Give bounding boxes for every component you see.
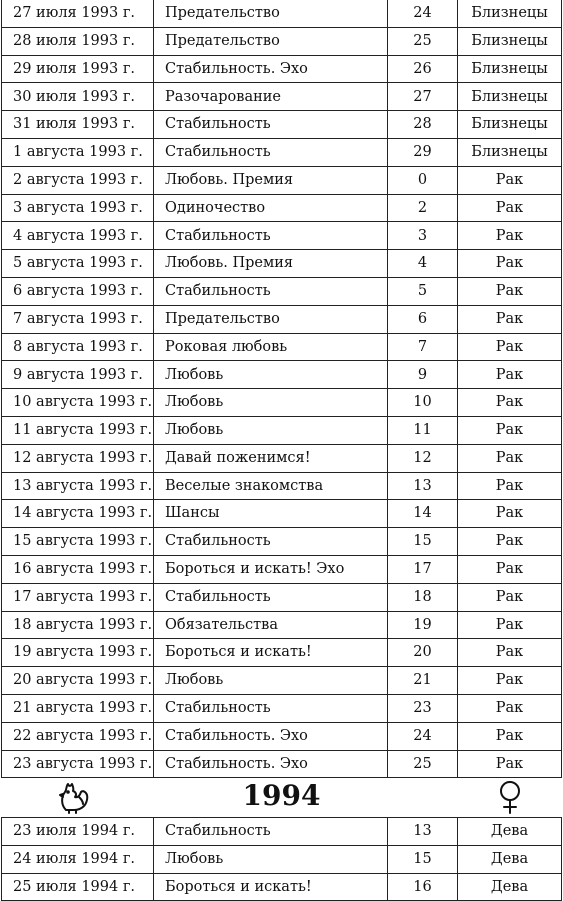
date-cell: 13 августа 1993 г.	[2, 472, 154, 500]
number-cell: 12	[388, 444, 458, 472]
venus-symbol-icon	[493, 779, 527, 815]
date-cell: 23 июля 1994 г.	[2, 818, 154, 846]
number-cell: 5	[388, 277, 458, 305]
number-cell: 6	[388, 305, 458, 333]
date-cell: 25 июля 1994 г.	[2, 873, 154, 901]
date-cell: 15 августа 1993 г.	[2, 528, 154, 556]
event-cell: Стабильность	[154, 694, 388, 722]
number-cell: 4	[388, 250, 458, 278]
sign-cell: Рак	[458, 611, 562, 639]
date-cell: 11 августа 1993 г.	[2, 416, 154, 444]
number-cell: 27	[388, 83, 458, 111]
table-row	[2, 138, 562, 166]
date-cell: 20 августа 1993 г.	[2, 667, 154, 695]
event-cell: Стабильность	[154, 277, 388, 305]
number-cell: 17	[388, 555, 458, 583]
table-row	[2, 818, 562, 846]
sign-cell: Рак	[458, 305, 562, 333]
table-body-1993	[2, 0, 562, 778]
number-cell: 23	[388, 694, 458, 722]
date-cell: 22 августа 1993 г.	[2, 722, 154, 750]
date-cell: 24 июля 1994 г.	[2, 845, 154, 873]
sign-cell: Рак	[458, 500, 562, 528]
event-cell: Давай поженимся!	[154, 444, 388, 472]
sign-cell: Близнецы	[458, 55, 562, 83]
date-cell: 8 августа 1993 г.	[2, 333, 154, 361]
table-row	[2, 55, 562, 83]
sign-cell: Рак	[458, 416, 562, 444]
sign-cell: Рак	[458, 277, 562, 305]
sign-cell: Близнецы	[458, 111, 562, 139]
sign-cell: Рак	[458, 583, 562, 611]
table-row	[2, 389, 562, 417]
event-cell: Стабильность. Эхо	[154, 55, 388, 83]
table-row	[2, 528, 562, 556]
date-cell: 30 июля 1993 г.	[2, 83, 154, 111]
date-cell: 4 августа 1993 г.	[2, 222, 154, 250]
number-cell: 13	[388, 472, 458, 500]
number-cell: 16	[388, 873, 458, 901]
event-cell: Любовь	[154, 416, 388, 444]
sign-cell: Рак	[458, 750, 562, 778]
sign-cell: Близнецы	[458, 83, 562, 111]
event-cell: Бороться и искать! Эхо	[154, 555, 388, 583]
table-row	[2, 444, 562, 472]
table-row	[2, 583, 562, 611]
event-cell: Бороться и искать!	[154, 639, 388, 667]
number-cell: 26	[388, 55, 458, 83]
number-cell: 24	[388, 0, 458, 27]
number-cell: 15	[388, 528, 458, 556]
event-cell: Предательство	[154, 27, 388, 55]
sign-cell: Рак	[458, 639, 562, 667]
sign-cell: Рак	[458, 555, 562, 583]
date-cell: 16 августа 1993 г.	[2, 555, 154, 583]
date-cell: 14 августа 1993 г.	[2, 500, 154, 528]
event-cell: Любовь	[154, 845, 388, 873]
number-cell: 0	[388, 166, 458, 194]
table-row	[2, 333, 562, 361]
number-cell: 15	[388, 845, 458, 873]
number-cell: 14	[388, 500, 458, 528]
event-cell: Любовь	[154, 389, 388, 417]
number-cell: 21	[388, 667, 458, 695]
event-cell: Стабильность	[154, 818, 388, 846]
date-cell: 9 августа 1993 г.	[2, 361, 154, 389]
event-cell: Любовь	[154, 667, 388, 695]
sign-cell: Рак	[458, 722, 562, 750]
table-row	[2, 845, 562, 873]
event-cell: Стабильность	[154, 583, 388, 611]
table-row	[2, 722, 562, 750]
date-cell: 19 августа 1993 г.	[2, 639, 154, 667]
table-row	[2, 500, 562, 528]
sign-cell: Близнецы	[458, 138, 562, 166]
date-cell: 1 августа 1993 г.	[2, 138, 154, 166]
date-cell: 29 июля 1993 г.	[2, 55, 154, 83]
sign-cell: Близнецы	[458, 27, 562, 55]
table-row	[2, 639, 562, 667]
date-cell: 3 августа 1993 г.	[2, 194, 154, 222]
event-cell: Предательство	[154, 0, 388, 27]
event-cell: Стабильность. Эхо	[154, 722, 388, 750]
date-cell: 18 августа 1993 г.	[2, 611, 154, 639]
date-cell: 31 июля 1993 г.	[2, 111, 154, 139]
sign-cell: Рак	[458, 194, 562, 222]
table-row	[2, 250, 562, 278]
event-cell: Любовь	[154, 361, 388, 389]
sign-cell: Близнецы	[458, 0, 562, 27]
table-row	[2, 667, 562, 695]
table-row	[2, 222, 562, 250]
event-cell: Стабильность. Эхо	[154, 750, 388, 778]
date-cell: 2 августа 1993 г.	[2, 166, 154, 194]
number-cell: 2	[388, 194, 458, 222]
sign-cell: Рак	[458, 166, 562, 194]
number-cell: 25	[388, 27, 458, 55]
event-cell: Предательство	[154, 305, 388, 333]
table-row	[2, 555, 562, 583]
sign-cell: Рак	[458, 444, 562, 472]
event-cell: Стабильность	[154, 111, 388, 139]
date-cell: 6 августа 1993 г.	[2, 277, 154, 305]
sign-cell: Рак	[458, 528, 562, 556]
table-row	[2, 111, 562, 139]
event-cell: Любовь. Премия	[154, 250, 388, 278]
number-cell: 13	[388, 818, 458, 846]
table-row	[2, 361, 562, 389]
event-cell: Шансы	[154, 500, 388, 528]
number-cell: 18	[388, 583, 458, 611]
table-row	[2, 305, 562, 333]
table-row	[2, 194, 562, 222]
event-cell: Любовь. Премия	[154, 166, 388, 194]
sign-cell: Дева	[458, 873, 562, 901]
table-row	[2, 27, 562, 55]
table-row	[2, 611, 562, 639]
event-cell: Роковая любовь	[154, 333, 388, 361]
event-cell: Стабильность	[154, 138, 388, 166]
table-row	[2, 0, 562, 27]
table-body-1994	[2, 818, 562, 901]
number-cell: 25	[388, 750, 458, 778]
number-cell: 28	[388, 111, 458, 139]
sign-cell: Дева	[458, 845, 562, 873]
number-cell: 10	[388, 389, 458, 417]
event-cell: Разочарование	[154, 83, 388, 111]
table-row	[2, 694, 562, 722]
year-heading: 1994	[242, 779, 321, 812]
number-cell: 3	[388, 222, 458, 250]
horoscope-table-1993	[1, 0, 562, 778]
sign-cell: Рак	[458, 361, 562, 389]
sign-cell: Рак	[458, 667, 562, 695]
date-cell: 28 июля 1993 г.	[2, 27, 154, 55]
table-row	[2, 750, 562, 778]
date-cell: 7 августа 1993 г.	[2, 305, 154, 333]
number-cell: 20	[388, 639, 458, 667]
event-cell: Обязательства	[154, 611, 388, 639]
table-row	[2, 166, 562, 194]
number-cell: 11	[388, 416, 458, 444]
event-cell: Бороться и искать!	[154, 873, 388, 901]
number-cell: 9	[388, 361, 458, 389]
sign-cell: Рак	[458, 472, 562, 500]
table-row	[2, 277, 562, 305]
date-cell: 17 августа 1993 г.	[2, 583, 154, 611]
number-cell: 24	[388, 722, 458, 750]
sign-cell: Дева	[458, 818, 562, 846]
sign-cell: Рак	[458, 389, 562, 417]
sign-cell: Рак	[458, 250, 562, 278]
table-row	[2, 416, 562, 444]
event-cell: Веселые знакомства	[154, 472, 388, 500]
horoscope-table-1994	[1, 817, 562, 901]
event-cell: Одиночество	[154, 194, 388, 222]
sign-cell: Рак	[458, 694, 562, 722]
event-cell: Стабильность	[154, 222, 388, 250]
date-cell: 21 августа 1993 г.	[2, 694, 154, 722]
number-cell: 7	[388, 333, 458, 361]
date-cell: 12 августа 1993 г.	[2, 444, 154, 472]
number-cell: 29	[388, 138, 458, 166]
sign-cell: Рак	[458, 333, 562, 361]
table-row	[2, 472, 562, 500]
event-cell: Стабильность	[154, 528, 388, 556]
date-cell: 10 августа 1993 г.	[2, 389, 154, 417]
date-cell: 23 августа 1993 г.	[2, 750, 154, 778]
date-cell: 27 июля 1993 г.	[2, 0, 154, 27]
year-separator	[0, 776, 563, 817]
table-row	[2, 873, 562, 901]
number-cell: 19	[388, 611, 458, 639]
table-row	[2, 83, 562, 111]
sign-cell: Рак	[458, 222, 562, 250]
date-cell: 5 августа 1993 г.	[2, 250, 154, 278]
